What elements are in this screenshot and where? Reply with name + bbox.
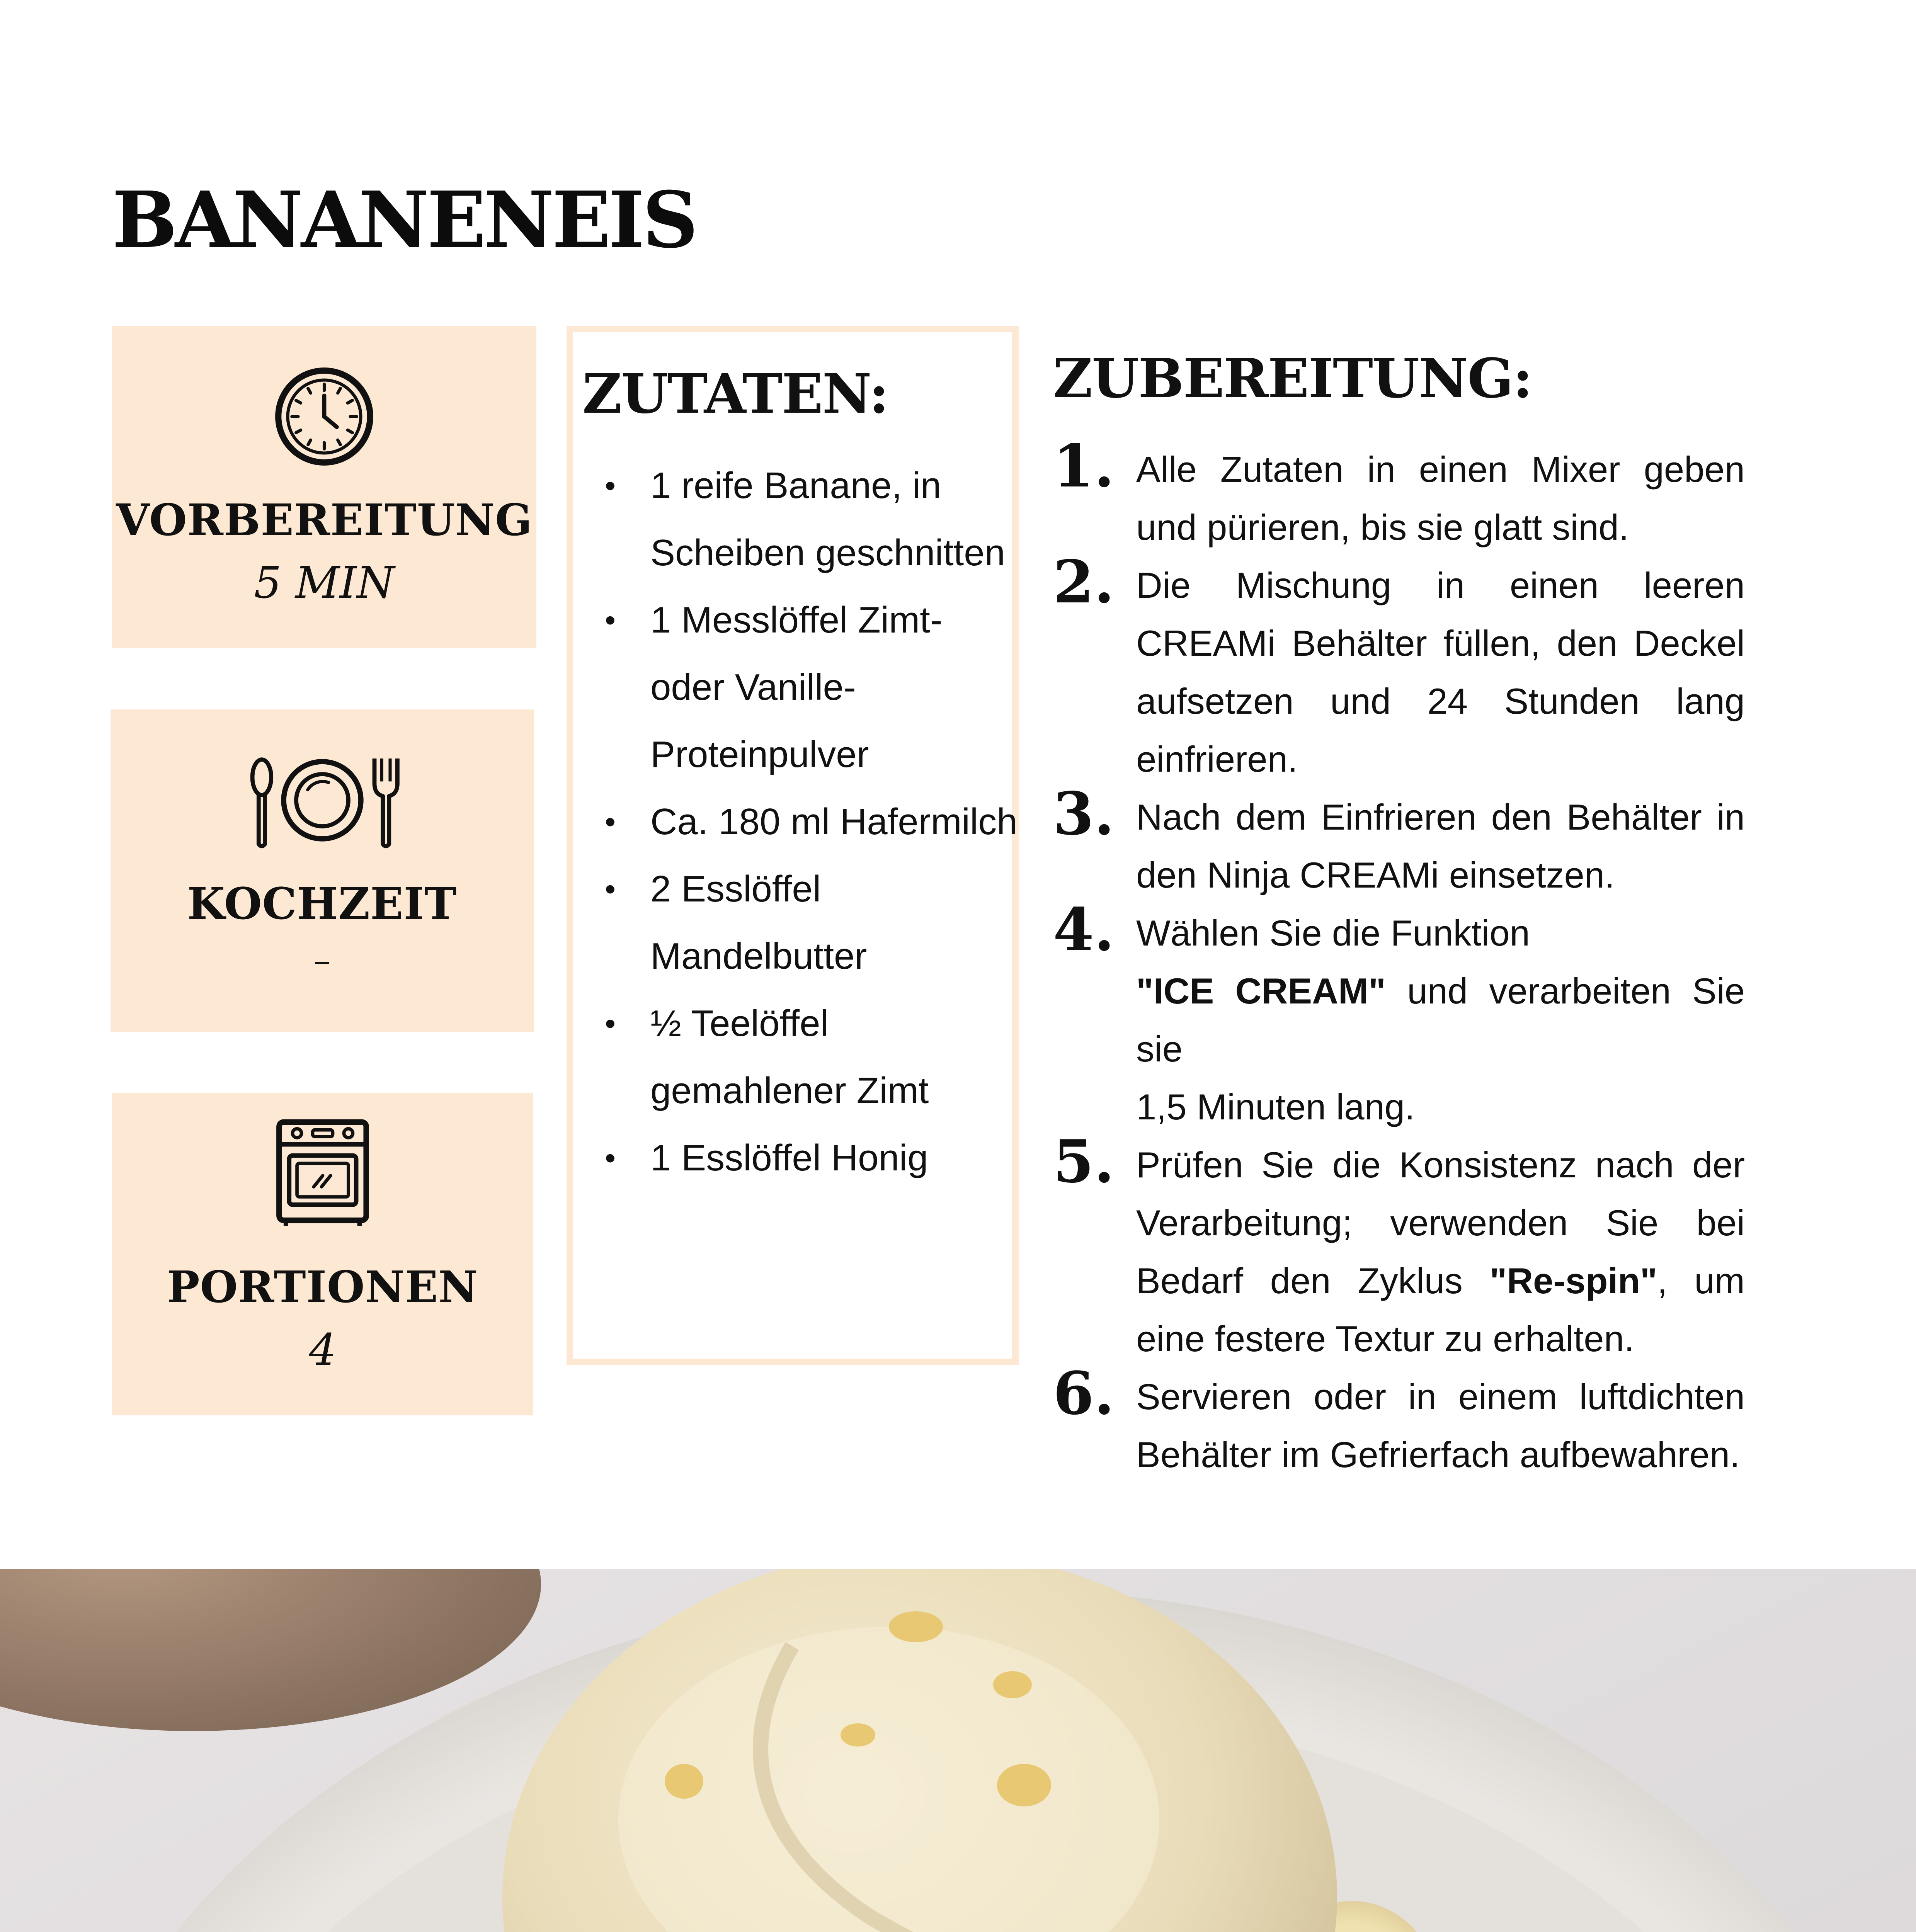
cook-time-label: KOCHZEIT [187,879,457,929]
preparation-steps [1053,431,1745,1484]
plate-cutlery-icon [237,748,407,852]
step-number: 2. [1053,547,1115,616]
portions-label: PORTIONEN [167,1262,478,1313]
portions-card [112,1093,533,1415]
step-text-fragment: , um eine festere Textur zu erhalten. [1136,1260,1745,1359]
cycle-name: "Re-spin" [1489,1260,1657,1301]
step-text: Alle Zutaten in einen Mixer geben und pürieren, bis sie glatt sind. [1136,449,1745,548]
prep-time-value: 5 MIN [254,558,395,608]
ingredients-heading: ZUTATEN: [582,362,888,426]
page-title: BANANENEIS [112,175,696,265]
ingredient-item: • 2 Esslöffel Mandelbutter [650,855,1018,990]
step-1 [1053,431,1745,556]
step-4 [1053,895,1745,1136]
ingredient-item: • ½ Teelöffel gemahlener Zimt [650,990,1018,1124]
ingredients-box [567,326,1019,1365]
step-6 [1053,1359,1745,1484]
step-2 [1053,547,1745,788]
function-name: "ICE CREAM" [1136,971,1386,1011]
step-number: 4. [1053,895,1115,964]
step-number: 3. [1053,779,1115,848]
ingredient-item: • 1 reife Banane, in Scheiben geschnitten [650,452,1018,587]
step-text: Die Mischung in einen leeren CREAMi Behälter füllen, den Deckel aufsetzen und 24 Stunden lang einfrieren. [1136,565,1745,779]
oven-icon [272,1115,373,1227]
step-text-line: sie [1136,1029,1183,1069]
step-text-line [1136,962,1745,1020]
step-number: 1. [1053,431,1115,500]
portions-value: 4 [309,1325,337,1375]
ingredient-item: • Ca. 180 ml Hafermilch [650,788,1018,855]
preparation-heading: ZUBEREITUNG: [1053,347,1532,410]
step-text [1136,904,1745,1136]
step-text-line: 1,5 Minuten lang. [1136,1087,1415,1127]
step-text-line: Wählen Sie die Funktion [1136,913,1530,953]
step-text: Servieren oder in einem luftdichten Behälter im Gefrierfach aufbewahren. [1136,1376,1745,1475]
clock-icon [272,364,376,469]
step-5 [1053,1127,1745,1368]
photo-illustration [0,1569,1916,1932]
banana-ice-cream-photo [0,1569,1916,1932]
step-number: 6. [1053,1359,1115,1428]
cook-time-card [111,709,534,1032]
step-text-fragment: Prüfen Sie die Konsistenz nach der Verarbeitung; verwenden Sie bei Bedarf den Zyklus [1136,1145,1745,1301]
cook-time-value: – [313,940,331,981]
prep-time-card [112,326,536,648]
ingredient-item: • 1 Esslöffel Honig [650,1124,1018,1192]
step-text: Nach dem Einfrieren den Behälter in den Ninja CREAMi einsetzen. [1136,797,1745,895]
prep-time-label: VORBEREITUNG [116,495,533,546]
ingredient-item: • 1 Messlöffel Zimt- oder Vanille-Proteinpulver [650,587,1018,788]
step-text-fragment: und verarbeiten Sie [1407,971,1745,1011]
step-text [1136,1136,1745,1368]
step-3 [1053,779,1745,904]
ingredients-list [573,452,1018,1192]
step-number: 5. [1053,1127,1115,1196]
